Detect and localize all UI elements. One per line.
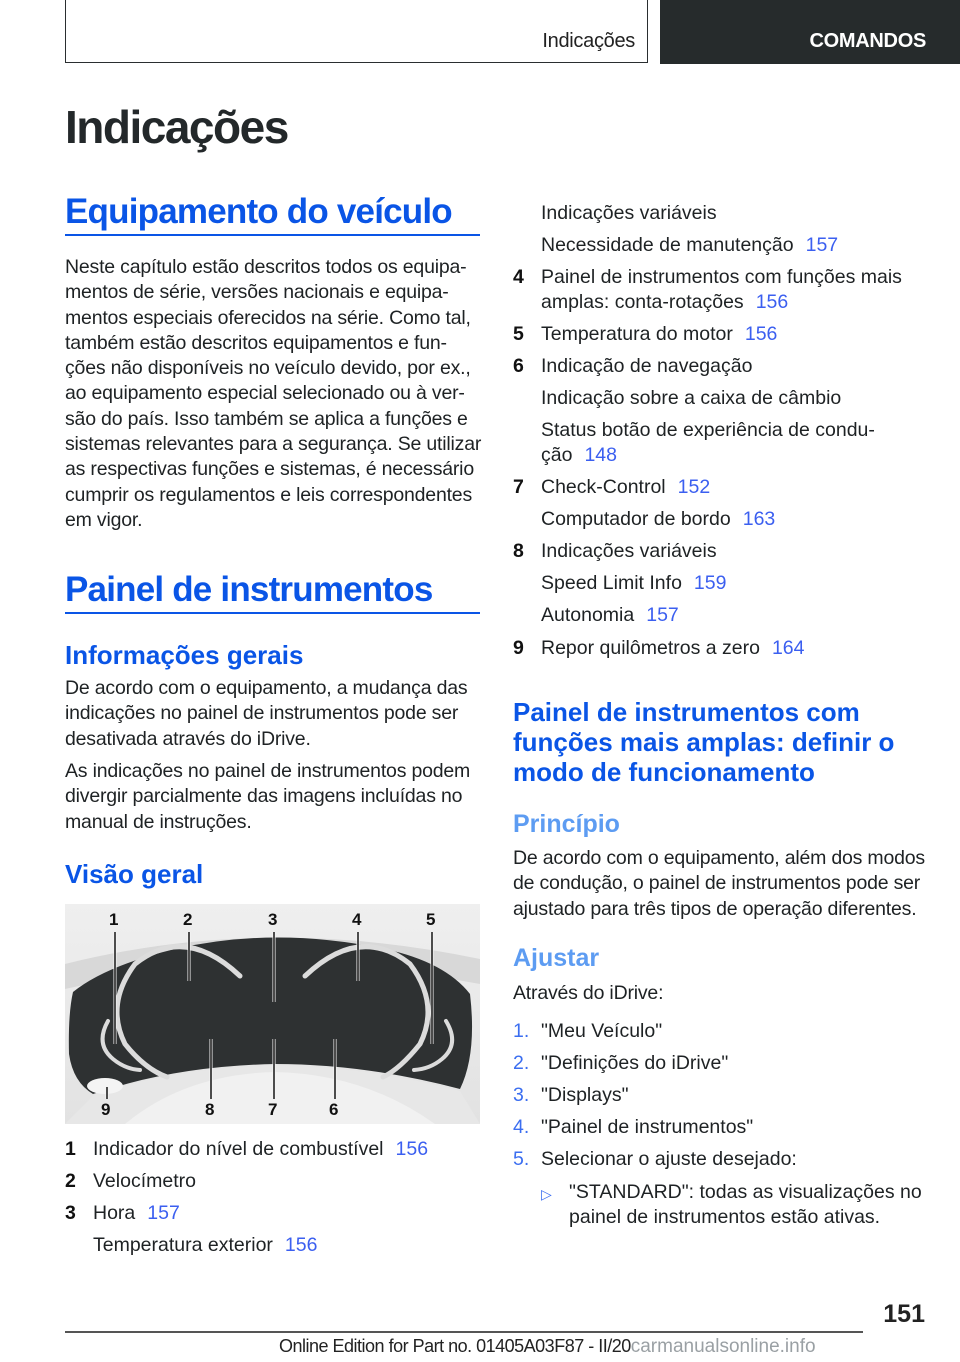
legend-number: 4: [513, 266, 524, 288]
text-line: em vigor.: [65, 508, 143, 531]
principle-heading: Princípio: [513, 810, 620, 838]
heading-rule: [65, 234, 480, 236]
text-line: sistemas relevantes para a segurança. Se utilizar: [65, 433, 482, 456]
step-number: 2.: [513, 1052, 530, 1074]
step-number: 1.: [513, 1020, 530, 1042]
legend-text: Temperatura exterior: [93, 1234, 273, 1256]
legend-number: 1: [65, 1138, 76, 1160]
section-tab: [65, 0, 648, 63]
legend-text: Indicação de navegação: [541, 355, 753, 377]
adjust-heading: Ajustar: [513, 944, 600, 972]
watermark-text: carmanualsonline.info: [630, 1336, 816, 1357]
text-line: manual de instruções.: [65, 810, 252, 833]
callout-2: 2: [183, 910, 193, 929]
principle-paragraph: [513, 846, 925, 922]
step-text: Selecionar o ajuste desejado:: [541, 1148, 797, 1170]
legend-text: Status botão de experiência de condu-: [541, 419, 875, 441]
instrument-cluster-illustration: [65, 904, 480, 1124]
heading-rule: [65, 612, 480, 614]
step-text: "Painel de instrumentos": [541, 1116, 754, 1138]
bullet-text: "STANDARD": todas as visualizações no: [569, 1181, 922, 1203]
legend-text: Repor quilômetros a zero: [541, 637, 760, 659]
general-info-paragraph-1: [65, 676, 467, 752]
legend-number: 6: [513, 355, 524, 377]
page-reference-link[interactable]: 157: [805, 234, 839, 256]
legend-text: Painel de instrumentos com funções mais: [541, 266, 902, 288]
page-number: 151: [883, 1300, 925, 1328]
page-reference-link[interactable]: 156: [744, 323, 778, 345]
page-reference-link[interactable]: 156: [755, 291, 789, 313]
edition-text: Online Edition for Part no. 01405A03F87 - II/20: [279, 1336, 631, 1356]
page-reference-link[interactable]: 148: [584, 444, 617, 466]
bullet-text: painel de instrumentos estão ativas.: [569, 1206, 881, 1228]
adjust-intro: Através do iDrive:: [513, 982, 664, 1004]
page-title: Indicações: [65, 101, 288, 153]
text-line: ao equipamento especial selecionado ou à ver-: [65, 382, 465, 405]
legend-text: Autonomia: [541, 604, 635, 626]
text-line: De acordo com o equipamento, além dos modos: [513, 847, 925, 869]
legend-text: Speed Limit Info: [541, 572, 682, 594]
footer-edition: [279, 1336, 816, 1358]
legend-text: ção: [541, 444, 573, 466]
legend-text: Indicação sobre a caixa de câmbio: [541, 387, 842, 409]
text-line: ajustado para três tipos de operação diferentes.: [513, 897, 917, 920]
general-info-paragraph-2: [65, 759, 470, 835]
step-text: "Displays": [541, 1084, 629, 1106]
legend-number: 9: [513, 637, 524, 659]
section-tab-label: Indicações: [542, 30, 635, 52]
legend-text: Indicações variáveis: [541, 202, 717, 224]
legend-number: 7: [513, 476, 524, 498]
text-line: mentos especiais oferecidos na série. Como tal,: [65, 306, 471, 329]
text-line: Neste capítulo estão descritos todos os equipa-: [65, 256, 467, 278]
heading-line: funções mais amplas: definir o: [513, 727, 895, 757]
legend-number: 3: [65, 1202, 76, 1224]
text-line: indicações no painel de instrumentos pode ser: [65, 702, 459, 725]
step-number: 5.: [513, 1148, 530, 1170]
legend-text: Hora: [93, 1202, 136, 1224]
text-line: cumprir os regulamentos e leis correspondentes: [65, 483, 473, 506]
triangle-bullet-icon: ▷: [541, 1186, 552, 1202]
chapter-tab: [660, 0, 960, 64]
page-reference-link[interactable]: 159: [693, 572, 727, 594]
heading-line: modo de funcionamento: [513, 757, 815, 787]
overview-heading: Visão geral: [65, 859, 204, 889]
callout-3: 3: [268, 910, 278, 929]
instrument-panel-heading: Painel de instrumentos: [65, 570, 433, 609]
text-line: as respectivas funções e sistemas, é necessário: [65, 458, 474, 481]
page-reference-link[interactable]: 156: [395, 1138, 429, 1160]
callout-1: 1: [109, 910, 119, 929]
page-reference-link[interactable]: 156: [284, 1234, 318, 1256]
general-info-heading: Informações gerais: [65, 640, 304, 670]
footer-rule: [65, 1331, 863, 1333]
text-line: De acordo com o equipamento, a mudança das: [65, 677, 468, 699]
legend-number: 8: [513, 540, 524, 562]
mode-heading: [513, 697, 894, 787]
chapter-tab-label: COMANDOS: [809, 30, 926, 52]
callout-7: 7: [268, 1100, 278, 1119]
text-line: As indicações no painel de instrumentos podem: [65, 760, 471, 782]
legend-number: 5: [513, 323, 524, 345]
legend-text: Temperatura do motor: [541, 323, 733, 345]
page-reference-link[interactable]: 152: [677, 476, 711, 498]
legend-text: Velocímetro: [93, 1170, 196, 1192]
text-line: desativada através do iDrive.: [65, 727, 311, 750]
text-line: também estão descritos equipamentos e fun-: [65, 331, 447, 354]
legend-text: Computador de bordo: [541, 508, 731, 530]
step-number: 3.: [513, 1084, 530, 1106]
page-reference-link[interactable]: 157: [646, 604, 679, 626]
heading-line: Painel de instrumentos com: [513, 697, 860, 727]
callout-8: 8: [205, 1100, 215, 1119]
instrument-cluster-figure: [65, 904, 480, 1124]
page-reference-link[interactable]: 163: [742, 508, 776, 530]
legend-number: 2: [65, 1170, 76, 1192]
text-line: de condução, o painel de instrumentos pode ser: [513, 872, 921, 895]
legend-text: Check-Control: [541, 476, 666, 498]
page-reference-link[interactable]: 157: [147, 1202, 180, 1224]
step-text: "Meu Veículo": [541, 1020, 663, 1042]
text-line: divergir parcialmente das imagens incluídas no: [65, 785, 463, 808]
callout-9: 9: [101, 1100, 111, 1119]
step-text: "Definições do iDrive": [541, 1052, 729, 1074]
text-line: são do país. Isso também se aplica a funções e: [65, 407, 468, 430]
legend-text: amplas: conta-rotações: [541, 291, 744, 313]
equipment-heading: Equipamento do veículo: [65, 192, 452, 231]
callout-4: 4: [352, 910, 362, 929]
text-line: mentos de série, versões nacionais e equipa-: [65, 281, 449, 304]
text-line: ções não disponíveis no veículo devido, por ex.,: [65, 357, 471, 380]
legend-text: Necessidade de manutenção: [541, 234, 794, 256]
legend-text: Indicações variáveis: [541, 540, 717, 562]
callout-5: 5: [426, 910, 436, 929]
page-reference-link[interactable]: 164: [771, 637, 805, 659]
step-number: 4.: [513, 1116, 530, 1138]
legend-text: Indicador do nível de combustível: [93, 1138, 384, 1160]
equipment-paragraph: [65, 255, 481, 533]
callout-6: 6: [329, 1100, 339, 1119]
